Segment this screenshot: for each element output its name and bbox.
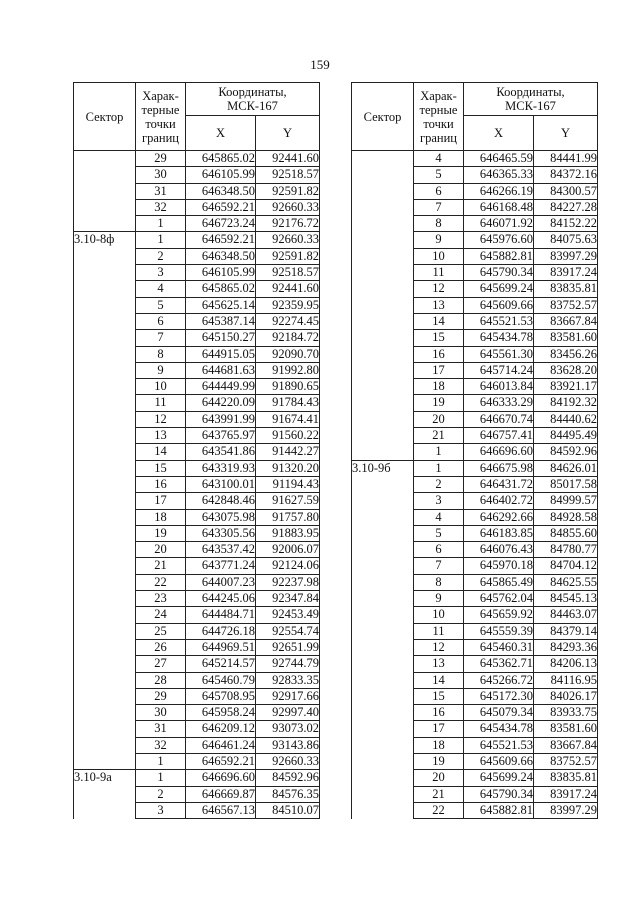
y-cell: 91883.95 — [256, 525, 320, 541]
y-cell: 92833.35 — [256, 672, 320, 688]
header-sector: Сектор — [352, 83, 414, 151]
y-cell: 83628.20 — [534, 362, 598, 378]
y-cell: 83581.60 — [534, 721, 598, 737]
sector-cell: 3.10-9б — [352, 460, 414, 819]
point-cell: 19 — [414, 395, 464, 411]
x-cell: 645882.81 — [464, 248, 534, 264]
x-cell: 645790.34 — [464, 265, 534, 281]
x-cell: 644220.09 — [186, 395, 256, 411]
x-cell: 645561.30 — [464, 346, 534, 362]
y-cell: 92660.33 — [256, 199, 320, 215]
y-cell: 92347.84 — [256, 591, 320, 607]
x-cell: 643537.42 — [186, 542, 256, 558]
y-cell: 91992.80 — [256, 362, 320, 378]
x-cell: 645559.39 — [464, 623, 534, 639]
x-cell: 646431.72 — [464, 476, 534, 492]
point-cell: 3 — [414, 493, 464, 509]
point-cell: 7 — [136, 330, 186, 346]
y-cell: 92090.70 — [256, 346, 320, 362]
y-cell: 92997.40 — [256, 705, 320, 721]
point-cell: 8 — [136, 346, 186, 362]
point-cell: 13 — [414, 297, 464, 313]
x-cell: 645958.24 — [186, 705, 256, 721]
y-cell: 92124.06 — [256, 558, 320, 574]
y-cell: 84192.32 — [534, 395, 598, 411]
point-cell: 10 — [414, 607, 464, 623]
point-cell: 17 — [414, 721, 464, 737]
x-cell: 645434.78 — [464, 721, 534, 737]
table-body — [352, 151, 598, 819]
point-cell: 32 — [136, 199, 186, 215]
point-cell: 16 — [414, 705, 464, 721]
y-cell: 91320.20 — [256, 460, 320, 476]
y-cell: 91890.65 — [256, 379, 320, 395]
coordinates-table-right — [351, 82, 598, 819]
x-cell: 645460.31 — [464, 639, 534, 655]
point-cell: 6 — [136, 313, 186, 329]
point-cell: 5 — [414, 525, 464, 541]
point-cell: 8 — [414, 216, 464, 232]
point-cell: 16 — [136, 476, 186, 492]
y-cell: 84704.12 — [534, 558, 598, 574]
y-cell: 83835.81 — [534, 770, 598, 786]
point-cell: 14 — [414, 672, 464, 688]
x-cell: 645762.04 — [464, 591, 534, 607]
header-coordinates: Координаты, МСК-167 — [186, 83, 320, 116]
point-cell: 23 — [136, 591, 186, 607]
y-cell: 84928.58 — [534, 509, 598, 525]
x-cell: 645609.66 — [464, 297, 534, 313]
point-cell: 12 — [136, 411, 186, 427]
y-cell: 92554.74 — [256, 623, 320, 639]
x-cell: 645172.30 — [464, 688, 534, 704]
table-row — [74, 151, 320, 167]
point-cell: 30 — [136, 167, 186, 183]
y-cell: 91757.80 — [256, 509, 320, 525]
x-cell: 645659.92 — [464, 607, 534, 623]
x-cell: 646669.87 — [186, 786, 256, 802]
y-cell: 85017.58 — [534, 476, 598, 492]
point-cell: 5 — [136, 297, 186, 313]
sector-cell — [352, 151, 414, 461]
x-cell: 645266.72 — [464, 672, 534, 688]
point-cell: 1 — [136, 216, 186, 232]
y-cell: 92591.82 — [256, 183, 320, 199]
point-cell: 16 — [414, 346, 464, 362]
point-cell: 26 — [136, 639, 186, 655]
sector-cell — [74, 151, 136, 232]
point-cell: 21 — [414, 786, 464, 802]
table-row — [74, 232, 320, 248]
point-cell: 14 — [414, 313, 464, 329]
x-cell: 644007.23 — [186, 574, 256, 590]
point-cell: 10 — [136, 379, 186, 395]
y-cell: 84545.13 — [534, 591, 598, 607]
point-cell: 29 — [136, 151, 186, 167]
y-cell: 91442.27 — [256, 444, 320, 460]
x-cell: 645865.02 — [186, 151, 256, 167]
point-cell: 25 — [136, 623, 186, 639]
y-cell: 92651.99 — [256, 639, 320, 655]
point-cell: 1 — [136, 753, 186, 769]
y-cell: 83752.57 — [534, 297, 598, 313]
y-cell: 83667.84 — [534, 737, 598, 753]
point-cell: 31 — [136, 183, 186, 199]
header-x: X — [464, 116, 534, 151]
point-cell: 15 — [414, 688, 464, 704]
point-cell: 2 — [136, 786, 186, 802]
x-cell: 646071.92 — [464, 216, 534, 232]
point-cell: 7 — [414, 558, 464, 574]
x-cell: 646292.66 — [464, 509, 534, 525]
x-cell: 646465.59 — [464, 151, 534, 167]
y-cell: 84379.14 — [534, 623, 598, 639]
point-cell: 1 — [136, 232, 186, 248]
y-cell: 83581.60 — [534, 330, 598, 346]
x-cell: 646696.60 — [186, 770, 256, 786]
table-row — [352, 460, 598, 476]
point-cell: 10 — [414, 248, 464, 264]
x-cell: 646567.13 — [186, 802, 256, 818]
y-cell: 92274.45 — [256, 313, 320, 329]
point-cell: 7 — [414, 199, 464, 215]
x-cell: 646675.98 — [464, 460, 534, 476]
x-cell: 643765.97 — [186, 428, 256, 444]
y-cell: 83917.24 — [534, 265, 598, 281]
x-cell: 646105.99 — [186, 265, 256, 281]
y-cell: 84463.07 — [534, 607, 598, 623]
y-cell: 92441.60 — [256, 151, 320, 167]
point-cell: 2 — [136, 248, 186, 264]
point-cell: 22 — [136, 574, 186, 590]
y-cell: 92453.49 — [256, 607, 320, 623]
x-cell: 646365.33 — [464, 167, 534, 183]
header-sector: Сектор — [74, 83, 136, 151]
y-cell: 92359.95 — [256, 297, 320, 313]
point-cell: 15 — [136, 460, 186, 476]
point-cell: 32 — [136, 737, 186, 753]
y-cell: 92176.72 — [256, 216, 320, 232]
x-cell: 645460.79 — [186, 672, 256, 688]
point-cell: 20 — [414, 770, 464, 786]
point-cell: 12 — [414, 639, 464, 655]
x-cell: 645609.66 — [464, 753, 534, 769]
y-cell: 92237.98 — [256, 574, 320, 590]
y-cell: 92184.72 — [256, 330, 320, 346]
point-cell: 2 — [414, 476, 464, 492]
x-cell: 643541.86 — [186, 444, 256, 460]
x-cell: 644484.71 — [186, 607, 256, 623]
y-cell: 84293.36 — [534, 639, 598, 655]
point-cell: 27 — [136, 656, 186, 672]
point-cell: 9 — [136, 362, 186, 378]
point-cell: 17 — [136, 493, 186, 509]
point-cell: 19 — [136, 525, 186, 541]
y-cell: 84152.22 — [534, 216, 598, 232]
point-cell: 30 — [136, 705, 186, 721]
y-cell: 84626.01 — [534, 460, 598, 476]
y-cell: 84300.57 — [534, 183, 598, 199]
point-cell: 13 — [136, 428, 186, 444]
x-cell: 643319.93 — [186, 460, 256, 476]
point-cell: 18 — [414, 737, 464, 753]
point-cell: 5 — [414, 167, 464, 183]
y-cell: 83997.29 — [534, 802, 598, 818]
y-cell: 92518.57 — [256, 167, 320, 183]
y-cell: 84495.49 — [534, 428, 598, 444]
y-cell: 84855.60 — [534, 525, 598, 541]
point-cell: 12 — [414, 281, 464, 297]
y-cell: 84372.16 — [534, 167, 598, 183]
x-cell: 646013.84 — [464, 379, 534, 395]
point-cell: 28 — [136, 672, 186, 688]
point-cell: 11 — [414, 623, 464, 639]
x-cell: 645699.24 — [464, 770, 534, 786]
y-cell: 92744.79 — [256, 656, 320, 672]
x-cell: 646348.50 — [186, 248, 256, 264]
x-cell: 645150.27 — [186, 330, 256, 346]
y-cell: 84780.77 — [534, 542, 598, 558]
x-cell: 646266.19 — [464, 183, 534, 199]
y-cell: 83835.81 — [534, 281, 598, 297]
x-cell: 645079.34 — [464, 705, 534, 721]
x-cell: 646076.43 — [464, 542, 534, 558]
point-cell: 31 — [136, 721, 186, 737]
x-cell: 646592.21 — [186, 199, 256, 215]
y-cell: 91194.43 — [256, 476, 320, 492]
x-cell: 645387.14 — [186, 313, 256, 329]
x-cell: 645976.60 — [464, 232, 534, 248]
y-cell: 84592.96 — [256, 770, 320, 786]
point-cell: 3 — [136, 265, 186, 281]
point-cell: 17 — [414, 362, 464, 378]
x-cell: 646348.50 — [186, 183, 256, 199]
header-characteristic-points: Харак- терные точки границ — [414, 83, 464, 151]
x-cell: 645625.14 — [186, 297, 256, 313]
x-cell: 646696.60 — [464, 444, 534, 460]
y-cell: 84026.17 — [534, 688, 598, 704]
x-cell: 643100.01 — [186, 476, 256, 492]
y-cell: 83752.57 — [534, 753, 598, 769]
x-cell: 645865.49 — [464, 574, 534, 590]
point-cell: 4 — [414, 509, 464, 525]
y-cell: 83997.29 — [534, 248, 598, 264]
point-cell: 22 — [414, 802, 464, 818]
y-cell: 92591.82 — [256, 248, 320, 264]
x-cell: 646402.72 — [464, 493, 534, 509]
y-cell: 84075.63 — [534, 232, 598, 248]
x-cell: 645882.81 — [464, 802, 534, 818]
y-cell: 92006.07 — [256, 542, 320, 558]
point-cell: 24 — [136, 607, 186, 623]
point-cell: 21 — [136, 558, 186, 574]
x-cell: 642848.46 — [186, 493, 256, 509]
point-cell: 18 — [414, 379, 464, 395]
point-cell: 20 — [414, 411, 464, 427]
x-cell: 645521.53 — [464, 313, 534, 329]
x-cell: 644681.63 — [186, 362, 256, 378]
x-cell: 645699.24 — [464, 281, 534, 297]
x-cell: 643075.98 — [186, 509, 256, 525]
point-cell: 3 — [136, 802, 186, 818]
sector-cell: 3.10-9а — [74, 770, 136, 819]
y-cell: 83917.24 — [534, 786, 598, 802]
x-cell: 645865.02 — [186, 281, 256, 297]
y-cell: 91674.41 — [256, 411, 320, 427]
table-body — [74, 151, 320, 819]
x-cell: 645714.24 — [464, 362, 534, 378]
x-cell: 646209.12 — [186, 721, 256, 737]
x-cell: 645362.71 — [464, 656, 534, 672]
y-cell: 91627.59 — [256, 493, 320, 509]
point-cell: 11 — [414, 265, 464, 281]
point-cell: 14 — [136, 444, 186, 460]
point-cell: 13 — [414, 656, 464, 672]
table-row — [74, 770, 320, 786]
y-cell: 92917.66 — [256, 688, 320, 704]
x-cell: 646592.21 — [186, 753, 256, 769]
point-cell: 4 — [414, 151, 464, 167]
x-cell: 643305.56 — [186, 525, 256, 541]
sector-cell: 3.10-8ф — [74, 232, 136, 770]
x-cell: 645790.34 — [464, 786, 534, 802]
x-cell: 646723.24 — [186, 216, 256, 232]
y-cell: 83921.17 — [534, 379, 598, 395]
y-cell: 92518.57 — [256, 265, 320, 281]
point-cell: 8 — [414, 574, 464, 590]
x-cell: 644969.51 — [186, 639, 256, 655]
x-cell: 644915.05 — [186, 346, 256, 362]
y-cell: 83667.84 — [534, 313, 598, 329]
point-cell: 9 — [414, 232, 464, 248]
y-cell: 93143.86 — [256, 737, 320, 753]
x-cell: 646168.48 — [464, 199, 534, 215]
point-cell: 19 — [414, 753, 464, 769]
y-cell: 84440.62 — [534, 411, 598, 427]
y-cell: 84227.28 — [534, 199, 598, 215]
point-cell: 4 — [136, 281, 186, 297]
x-cell: 644726.18 — [186, 623, 256, 639]
header-y: Y — [256, 116, 320, 151]
x-cell: 646670.74 — [464, 411, 534, 427]
x-cell: 646592.21 — [186, 232, 256, 248]
y-cell: 91560.22 — [256, 428, 320, 444]
y-cell: 84510.07 — [256, 802, 320, 818]
y-cell: 84206.13 — [534, 656, 598, 672]
header-characteristic-points: Харак- терные точки границ — [136, 83, 186, 151]
point-cell: 6 — [414, 183, 464, 199]
x-cell: 643991.99 — [186, 411, 256, 427]
y-cell: 83933.75 — [534, 705, 598, 721]
x-cell: 646461.24 — [186, 737, 256, 753]
point-cell: 1 — [414, 460, 464, 476]
point-cell: 18 — [136, 509, 186, 525]
y-cell: 84576.35 — [256, 786, 320, 802]
y-cell: 84999.57 — [534, 493, 598, 509]
coordinates-table-left — [73, 82, 320, 819]
header-coordinates: Координаты, МСК-167 — [464, 83, 598, 116]
point-cell: 1 — [414, 444, 464, 460]
header-y: Y — [534, 116, 598, 151]
y-cell: 92660.33 — [256, 232, 320, 248]
y-cell: 84592.96 — [534, 444, 598, 460]
header-x: X — [186, 116, 256, 151]
y-cell: 84441.99 — [534, 151, 598, 167]
point-cell: 21 — [414, 428, 464, 444]
x-cell: 643771.24 — [186, 558, 256, 574]
y-cell: 84625.55 — [534, 574, 598, 590]
point-cell: 15 — [414, 330, 464, 346]
y-cell: 84116.95 — [534, 672, 598, 688]
y-cell: 91784.43 — [256, 395, 320, 411]
point-cell: 20 — [136, 542, 186, 558]
point-cell: 29 — [136, 688, 186, 704]
x-cell: 645434.78 — [464, 330, 534, 346]
x-cell: 645970.18 — [464, 558, 534, 574]
x-cell: 644449.99 — [186, 379, 256, 395]
x-cell: 645708.95 — [186, 688, 256, 704]
point-cell: 11 — [136, 395, 186, 411]
y-cell: 92441.60 — [256, 281, 320, 297]
x-cell: 644245.06 — [186, 591, 256, 607]
point-cell: 6 — [414, 542, 464, 558]
point-cell: 1 — [136, 770, 186, 786]
x-cell: 646183.85 — [464, 525, 534, 541]
point-cell: 9 — [414, 591, 464, 607]
table-row — [352, 151, 598, 167]
y-cell: 93073.02 — [256, 721, 320, 737]
x-cell: 646757.41 — [464, 428, 534, 444]
x-cell: 645521.53 — [464, 737, 534, 753]
y-cell: 83456.26 — [534, 346, 598, 362]
page-number: 159 — [310, 57, 330, 72]
x-cell: 646333.29 — [464, 395, 534, 411]
y-cell: 92660.33 — [256, 753, 320, 769]
x-cell: 645214.57 — [186, 656, 256, 672]
x-cell: 646105.99 — [186, 167, 256, 183]
